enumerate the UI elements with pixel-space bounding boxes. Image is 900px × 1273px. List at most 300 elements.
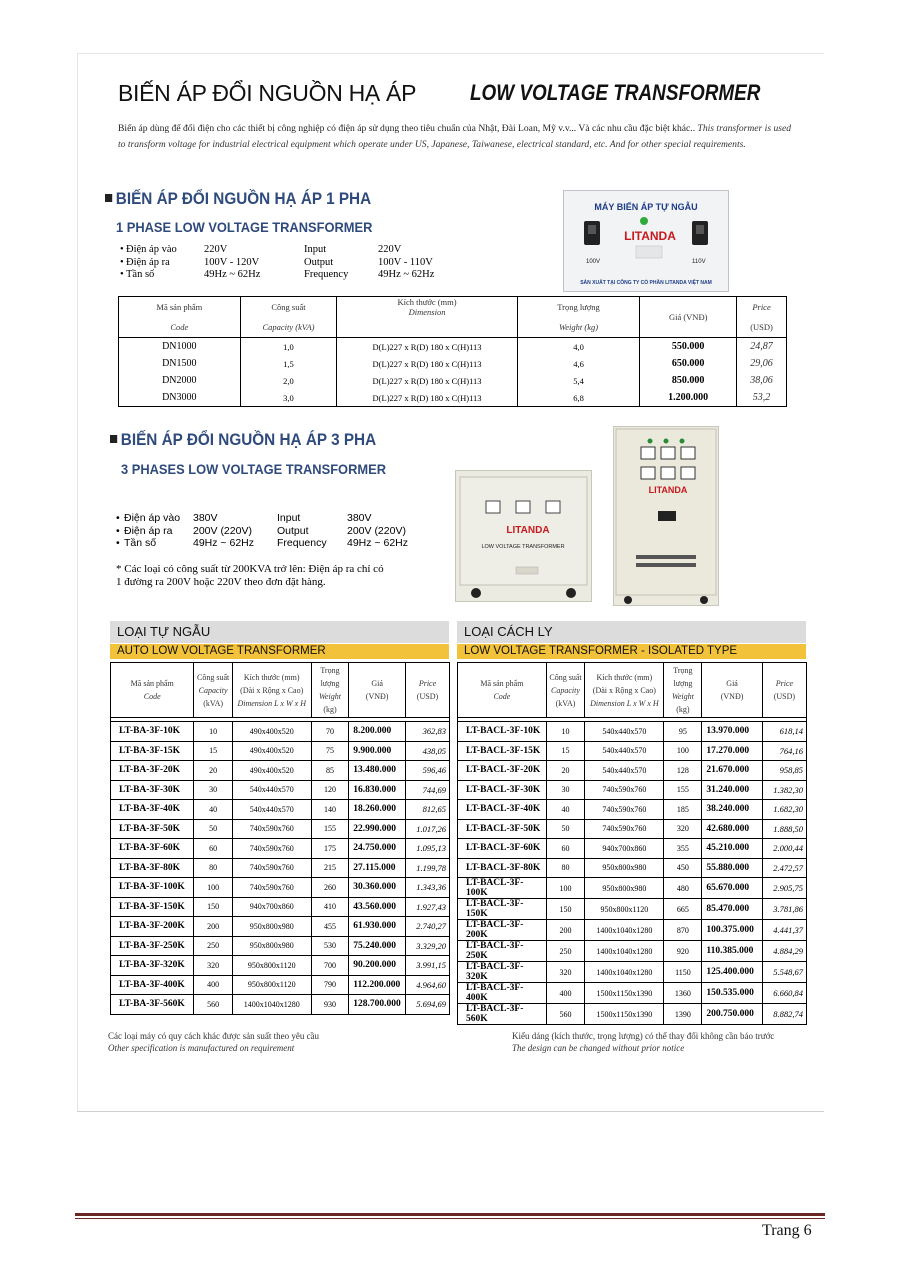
- cell-code: LT-BA-3F-150K: [111, 897, 194, 917]
- footer-note-right: [512, 1031, 774, 1054]
- auto-h-cap-vi: Công suất: [197, 672, 230, 682]
- cell-dimension: 950x800x980: [585, 858, 664, 878]
- auto-h-vnd-b: (VNĐ): [365, 692, 389, 701]
- cell-capacity: 250: [546, 941, 584, 962]
- cell-price-usd: 362,83: [405, 722, 449, 742]
- iso-h-cap-unit: (kVA): [555, 698, 576, 708]
- spec-1phase-value-vi: 49Hz ~ 62Hz: [204, 269, 261, 280]
- table-row: [458, 878, 807, 899]
- spec-3phase-value-vi: 49Hz ~ 62Hz: [193, 537, 254, 549]
- cell-capacity: 20: [546, 761, 584, 781]
- table-row: [458, 899, 807, 920]
- auto-h-cap-unit: (kVA): [203, 698, 224, 708]
- transformer-tall-cabinet-icon: [614, 427, 718, 605]
- t1-h-weight-vi: Trọng lượng: [517, 297, 640, 318]
- cell-price-vnd: 1.200.000: [640, 389, 737, 407]
- cell-capacity: 400: [546, 983, 584, 1004]
- cell-code: LT-BACL-3F-100K: [458, 878, 547, 899]
- auto-h-weight: [311, 663, 349, 718]
- cell-price-usd: 1.017,26: [405, 819, 449, 839]
- cell-price-vnd: 16.830.000: [349, 780, 406, 800]
- spec-1phase-label-en: Output: [304, 256, 334, 268]
- iso-h-code: [458, 663, 547, 718]
- cell-capacity: 15: [546, 741, 584, 761]
- intro-paragraph: [118, 121, 798, 153]
- iso-h-vnd: [702, 663, 762, 718]
- cell-price-vnd: 30.360.000: [349, 878, 406, 898]
- cell-price-vnd: 850.000: [640, 372, 737, 389]
- cell-dimension: 1500x1150x1390: [585, 983, 664, 1004]
- cell-weight: 175: [311, 839, 349, 859]
- cell-capacity: 10: [194, 722, 232, 742]
- cell-dimension: 490x400x520: [232, 741, 311, 761]
- spec-1phase-row: [118, 244, 438, 257]
- cell-code: LT-BA-3F-100K: [111, 878, 194, 898]
- auto-h-code-vi: Mã sản phẩm: [130, 679, 174, 688]
- cell-price-vnd: 650.000: [640, 355, 737, 372]
- cell-price-usd: 2.000,44: [762, 839, 806, 859]
- iso-h-dim-en: Dimension L x W x H: [590, 698, 659, 708]
- cell-price-vnd: 75.240.000: [349, 936, 406, 956]
- cell-price-usd: 38,06: [737, 372, 787, 389]
- cell-capacity: 200: [546, 920, 584, 941]
- cell-code: LT-BACL-3F-200K: [458, 920, 547, 941]
- iso-h-dim-vi: Kích thước (mm): [596, 672, 653, 682]
- cell-dimension: 540x440x570: [585, 722, 664, 742]
- footer-note-left-vi: Các loại máy có quy cách khác được sản suất theo yêu cầu: [108, 1031, 320, 1041]
- table-auto: [110, 662, 450, 1015]
- t1-h-code-vi: Mã sản phẩm: [119, 297, 241, 318]
- iso-h-cap-vi: Công suất: [549, 672, 582, 682]
- cell-weight: 920: [664, 941, 702, 962]
- cell-code: LT-BACL-3F-10K: [458, 722, 547, 742]
- cell-weight: 155: [664, 780, 702, 800]
- iso-h-cap: [546, 663, 584, 718]
- cell-dimension: 950x800x980: [585, 878, 664, 899]
- table-row: [458, 858, 807, 878]
- cell-dimension: 740x590x760: [232, 839, 311, 859]
- section-title-1phase-vi-text: BIẾN ÁP ĐỔI NGUỒN HẠ ÁP 1 PHA: [115, 189, 372, 208]
- cell-dimension: 940x700x860: [585, 839, 664, 859]
- table-row: [111, 839, 450, 859]
- cell-weight: 5,4: [517, 372, 640, 389]
- auto-h-vnd-a: Giá: [371, 679, 383, 688]
- cell-code: LT-BA-3F-30K: [111, 780, 194, 800]
- cell-weight: 790: [311, 975, 349, 995]
- table-row: [458, 780, 807, 800]
- cell-weight: 128: [664, 761, 702, 781]
- img1-banner: MÁY BIẾN ÁP TỰ NGẪU: [594, 202, 698, 212]
- spec-3phase-value-vi: 200V (220V): [193, 524, 252, 537]
- bullet-dot-icon: •: [120, 244, 124, 255]
- cell-capacity: 20: [194, 761, 232, 781]
- t1-h-dim: [337, 297, 517, 318]
- iso-h-cap-en: Capacity: [551, 685, 580, 695]
- auto-h-weight-unit: (kg): [323, 705, 337, 714]
- table-row: [111, 780, 450, 800]
- cell-price-usd: 3.991,15: [405, 956, 449, 976]
- cell-price-vnd: 17.270.000: [702, 741, 762, 761]
- cell-price-vnd: 24.750.000: [349, 839, 406, 859]
- cell-capacity: 60: [194, 839, 232, 859]
- cell-weight: 930: [311, 995, 349, 1015]
- cell-price-usd: 958,85: [762, 761, 806, 781]
- spec-3phase-label-en: Output: [277, 524, 309, 537]
- cell-weight: 1360: [664, 983, 702, 1004]
- cell-code: LT-BA-3F-400K: [111, 975, 194, 995]
- band-isolated-en: LOW VOLTAGE TRANSFORMER - ISOLATED TYPE: [457, 644, 806, 659]
- cell-capacity: 320: [194, 956, 232, 976]
- footer-note-right-en: The design can be changed without prior notice: [512, 1042, 685, 1053]
- cell-price-vnd: 110.385.000: [702, 941, 762, 962]
- cell-weight: 665: [664, 899, 702, 920]
- capacity-note: [116, 563, 384, 589]
- cell-weight: 215: [311, 858, 349, 878]
- cell-capacity: 560: [194, 995, 232, 1015]
- spec-list-3phase: [116, 512, 436, 550]
- table-row: [458, 983, 807, 1004]
- cell-price-vnd: 43.560.000: [349, 897, 406, 917]
- spec-3phase-label-en: Frequency: [277, 537, 327, 549]
- cell-dimension: 740x590x760: [232, 858, 311, 878]
- cell-code: DN1000: [119, 338, 241, 356]
- table-row: [111, 722, 450, 742]
- cell-price-vnd: 21.670.000: [702, 761, 762, 781]
- cell-weight: 120: [311, 780, 349, 800]
- cell-price-vnd: 200.750.000: [702, 1004, 762, 1025]
- spec-3phase-value-en: 49Hz ~ 62Hz: [347, 537, 408, 549]
- cell-capacity: 2,0: [240, 372, 337, 389]
- spec-3phase-row: [116, 512, 436, 525]
- table-row: [111, 936, 450, 956]
- t1-h-dim-en: Dimension: [408, 307, 446, 317]
- iso-h-dim-sub: (Dài x Rộng x Cao): [592, 685, 656, 695]
- t1-h-weight-en: Weight (kg): [558, 322, 599, 332]
- cell-price-usd: 29,06: [737, 355, 787, 372]
- cell-code: LT-BACL-3F-30K: [458, 780, 547, 800]
- spec-3phase-label-vi: Điện áp vào: [124, 512, 181, 524]
- cell-code: LT-BA-3F-250K: [111, 936, 194, 956]
- table-row: [111, 956, 450, 976]
- cell-price-vnd: 65.670.000: [702, 878, 762, 899]
- spec-3phase-label-en: Input: [277, 512, 301, 524]
- cell-price-vnd: 550.000: [640, 338, 737, 356]
- cell-code: DN2000: [119, 372, 241, 389]
- capacity-note-line2: 1 đường ra 200V hoặc 220V theo đơn đặt hàng.: [116, 576, 326, 588]
- iso-h-usd-a: Price: [775, 679, 794, 688]
- footer-rule: [75, 1213, 825, 1216]
- cell-capacity: 15: [194, 741, 232, 761]
- auto-h-usd: [405, 663, 449, 718]
- table-row: [458, 1004, 807, 1025]
- cell-price-usd: 744,69: [405, 780, 449, 800]
- capacity-note-line1: * Các loại có công suất từ 200KVA trở lên: Điện áp ra chỉ có: [116, 563, 384, 575]
- table-isolated: [457, 662, 807, 1025]
- cell-dimension: 950x800x980: [232, 936, 311, 956]
- table-row: [111, 917, 450, 937]
- spec-3phase-row: [116, 525, 436, 538]
- table-row: [119, 389, 787, 407]
- cell-price-vnd: 90.200.000: [349, 956, 406, 976]
- cell-code: LT-BACL-3F-20K: [458, 761, 547, 781]
- img2-brand: LITANDA: [506, 525, 550, 536]
- cell-price-vnd: 9.900.000: [349, 741, 406, 761]
- cell-weight: 70: [311, 722, 349, 742]
- cell-price-vnd: 13.480.000: [349, 761, 406, 781]
- cell-weight: 85: [311, 761, 349, 781]
- transformer-box-icon: [564, 191, 728, 291]
- img1-left-label: 100V: [586, 259, 601, 265]
- table-row: [458, 819, 807, 839]
- spec-1phase-label-en: Input: [304, 244, 327, 255]
- cell-dimension: 1400x1040x1280: [585, 941, 664, 962]
- table-row: [111, 897, 450, 917]
- cell-price-usd: 1.343,36: [405, 878, 449, 898]
- auto-h-usd-a: Price: [418, 679, 437, 688]
- cell-capacity: 150: [546, 899, 584, 920]
- cell-price-usd: 3.781,86: [762, 899, 806, 920]
- iso-h-weight-unit: (kg): [676, 705, 690, 714]
- cell-price-usd: 2.472,57: [762, 858, 806, 878]
- cell-dimension: 740x590x760: [232, 819, 311, 839]
- cell-capacity: 1,0: [240, 338, 337, 356]
- cell-capacity: 40: [546, 800, 584, 820]
- product-image-3phase-small: [455, 470, 592, 602]
- spec-1phase-value-en: 100V - 110V: [378, 256, 433, 268]
- cell-code: LT-BACL-3F-15K: [458, 741, 547, 761]
- section-title-3phase-en: 3 PHASES LOW VOLTAGE TRANSFORMER: [121, 461, 387, 477]
- iso-h-weight-en: Weight: [671, 692, 694, 701]
- cell-price-usd: 2.905,75: [762, 878, 806, 899]
- cell-dimension: 490x400x520: [232, 761, 311, 781]
- spec-3phase-value-vi: 380V: [193, 512, 218, 524]
- cell-weight: 6,8: [517, 389, 640, 407]
- cell-capacity: 320: [546, 962, 584, 983]
- img1-footer: SẢN XUẤT TẠI CÔNG TY CỔ PHẦN LITANDA VIỆT NAM: [580, 280, 712, 286]
- table-row: [111, 741, 450, 761]
- cell-weight: 530: [311, 936, 349, 956]
- iso-h-code-en: Code: [493, 692, 511, 701]
- bullet-dot-icon: •: [116, 537, 120, 549]
- cell-price-vnd: 42.680.000: [702, 819, 762, 839]
- auto-h-dim-vi: Kích thước (mm): [243, 672, 300, 682]
- cell-weight: 455: [311, 917, 349, 937]
- intro-en: This transformer is used to transform voltage for industrial electrical equipment which operate under US, Japanese, Taiwanese, electrical standard, etc. And for other special requirements.: [118, 123, 792, 150]
- spec-1phase-label-vi: Tần số: [126, 269, 155, 280]
- cell-code: LT-BACL-3F-400K: [458, 983, 547, 1004]
- cell-capacity: 30: [546, 780, 584, 800]
- auto-h-code-en: Code: [143, 692, 161, 701]
- cell-dimension: 1400x1040x1280: [585, 920, 664, 941]
- cell-weight: 355: [664, 839, 702, 859]
- cell-dimension: 540x440x570: [232, 780, 311, 800]
- cell-price-usd: 1.927,43: [405, 897, 449, 917]
- cell-price-vnd: 27.115.000: [349, 858, 406, 878]
- cell-code: LT-BA-3F-60K: [111, 839, 194, 859]
- cell-price-vnd: 125.400.000: [702, 962, 762, 983]
- cell-price-usd: 812,65: [405, 800, 449, 820]
- transformer-cabinet-icon: [456, 471, 591, 601]
- cell-dimension: 740x590x760: [585, 819, 664, 839]
- cell-capacity: 10: [546, 722, 584, 742]
- spec-3phase-row: [116, 537, 436, 550]
- cell-dimension: D(L)227 x R(D) 180 x C(H)113: [337, 338, 517, 356]
- cell-weight: 1150: [664, 962, 702, 983]
- cell-dimension: 950x800x1120: [585, 899, 664, 920]
- intro-vi: Biến áp dùng để đổi điện cho các thiết bị công nghiệp có điện áp sử dụng theo tiêu chuẩn của Nhật, Đài Loan, Mỹ v.v... Và các nhu cầu đặc biệt khác..: [118, 123, 696, 134]
- cell-dimension: 1400x1040x1280: [585, 962, 664, 983]
- cell-price-vnd: 13.970.000: [702, 722, 762, 742]
- cell-code: LT-BA-3F-560K: [111, 995, 194, 1015]
- cell-code: LT-BACL-3F-80K: [458, 858, 547, 878]
- section-title-1phase-en: 1 PHASE LOW VOLTAGE TRANSFORMER: [116, 219, 373, 235]
- table-row: [458, 800, 807, 820]
- t1-h-cap-en: Capacity (kVA): [262, 322, 315, 332]
- cell-code: LT-BA-3F-20K: [111, 761, 194, 781]
- bullet-dot-icon: •: [116, 524, 120, 537]
- t1-h-cap-vi: Công suất: [240, 297, 337, 318]
- spec-1phase-label-en: Frequency: [304, 269, 349, 280]
- table-row: [111, 761, 450, 781]
- spec-1phase-label-vi: Điện áp vào: [126, 244, 177, 255]
- cell-price-vnd: 128.700.000: [349, 995, 406, 1015]
- cell-dimension: 490x400x520: [232, 722, 311, 742]
- cell-weight: 480: [664, 878, 702, 899]
- band-auto-vi: LOẠI TỰ NGẪU: [110, 621, 449, 643]
- table-row: [458, 962, 807, 983]
- bullet-square-icon: [110, 435, 117, 443]
- cell-capacity: 250: [194, 936, 232, 956]
- cell-price-usd: 1.095,13: [405, 839, 449, 859]
- cell-weight: 75: [311, 741, 349, 761]
- cell-price-vnd: 61.930.000: [349, 917, 406, 937]
- bullet-dot-icon: •: [120, 256, 124, 268]
- t1-h-price-usd-a: Price: [752, 302, 771, 312]
- cell-code: DN3000: [119, 389, 241, 407]
- auto-h-vnd: [349, 663, 406, 718]
- cell-price-vnd: 112.200.000: [349, 975, 406, 995]
- section-title-1phase-vi: [105, 189, 371, 209]
- cell-price-usd: 1.888,50: [762, 819, 806, 839]
- cell-price-usd: 5.548,67: [762, 962, 806, 983]
- cell-price-vnd: 18.260.000: [349, 800, 406, 820]
- auto-h-dim-en: Dimension L x W x H: [237, 698, 306, 708]
- iso-h-code-vi: Mã sản phẩm: [480, 679, 524, 688]
- cell-price-usd: 53,2: [737, 389, 787, 407]
- spec-1phase-value-vi: 220V: [204, 244, 228, 255]
- page-title-en: LOW VOLTAGE TRANSFORMER: [470, 80, 761, 105]
- cell-price-vnd: 8.200.000: [349, 722, 406, 742]
- cell-price-usd: 618,14: [762, 722, 806, 742]
- cell-weight: 140: [311, 800, 349, 820]
- auto-h-cap-en: Capacity: [198, 685, 228, 695]
- cell-weight: 95: [664, 722, 702, 742]
- iso-h-usd: [762, 663, 806, 718]
- cell-capacity: 100: [546, 878, 584, 899]
- iso-h-weight-vi: Trọng lượng: [673, 666, 693, 688]
- cell-capacity: 40: [194, 800, 232, 820]
- spec-1phase-value-en: 220V: [378, 244, 402, 255]
- spec-1phase-row: [118, 269, 438, 282]
- img3-brand: LITANDA: [648, 485, 688, 495]
- cell-price-vnd: 38.240.000: [702, 800, 762, 820]
- cell-code: LT-BA-3F-80K: [111, 858, 194, 878]
- auto-h-cap: [194, 663, 232, 718]
- cell-dimension: 740x590x760: [232, 878, 311, 898]
- cell-weight: 320: [664, 819, 702, 839]
- band-isolated-vi: LOẠI CÁCH LY: [457, 621, 806, 643]
- img1-brand: LITANDA: [624, 229, 676, 243]
- cell-weight: 870: [664, 920, 702, 941]
- cell-weight: 4,0: [517, 338, 640, 356]
- cell-weight: 700: [311, 956, 349, 976]
- cell-price-usd: 596,46: [405, 761, 449, 781]
- table-row: [458, 761, 807, 781]
- cell-price-usd: 24,87: [737, 338, 787, 356]
- cell-dimension: 950x800x1120: [232, 975, 311, 995]
- cell-code: LT-BA-3F-320K: [111, 956, 194, 976]
- cell-price-vnd: 55.880.000: [702, 858, 762, 878]
- page-number: Trang 6: [762, 1222, 812, 1239]
- cell-dimension: D(L)227 x R(D) 180 x C(H)113: [337, 389, 517, 407]
- cell-price-usd: 3.329,20: [405, 936, 449, 956]
- cell-price-usd: 4.441,37: [762, 920, 806, 941]
- cell-code: LT-BA-3F-15K: [111, 741, 194, 761]
- section-title-3phase-vi: [110, 430, 376, 450]
- iso-h-usd-b: (USD): [773, 692, 796, 701]
- section-title-3phase-vi-text: BIẾN ÁP ĐỔI NGUỒN HẠ ÁP 3 PHA: [120, 430, 377, 449]
- cell-price-vnd: 85.470.000: [702, 899, 762, 920]
- footer-note-left: [108, 1031, 319, 1054]
- auto-h-weight-vi: Trọng lượng: [320, 666, 340, 688]
- cell-code: LT-BACL-3F-40K: [458, 800, 547, 820]
- spec-1phase-row: [118, 257, 438, 270]
- cell-code: LT-BACL-3F-250K: [458, 941, 547, 962]
- table-row: [111, 858, 450, 878]
- auto-h-dim-sub: (Dài x Rộng x Cao): [240, 685, 304, 695]
- img2-caption: LOW VOLTAGE TRANSFORMER: [481, 544, 565, 550]
- auto-h-usd-b: (USD): [416, 692, 439, 701]
- iso-h-vnd-a: Giá: [726, 679, 738, 688]
- cell-weight: 450: [664, 858, 702, 878]
- spec-list-1phase: [118, 244, 438, 282]
- cell-price-usd: 1.382,30: [762, 780, 806, 800]
- table-row: [458, 941, 807, 962]
- table-row: [119, 338, 787, 356]
- spec-3phase-value-en: 380V: [347, 512, 372, 524]
- page-title-vi: BIẾN ÁP ĐỔI NGUỒN HẠ ÁP: [118, 80, 417, 106]
- cell-code: LT-BA-3F-200K: [111, 917, 194, 937]
- cell-dimension: 540x440x570: [585, 761, 664, 781]
- cell-capacity: 30: [194, 780, 232, 800]
- cell-dimension: 1400x1040x1280: [232, 995, 311, 1015]
- table-row: [111, 819, 450, 839]
- cell-code: LT-BA-3F-10K: [111, 722, 194, 742]
- iso-h-weight: [664, 663, 702, 718]
- auto-h-code: [111, 663, 194, 718]
- cell-capacity: 3,0: [240, 389, 337, 407]
- cell-dimension: 950x800x980: [232, 917, 311, 937]
- cell-price-usd: 2.740,27: [405, 917, 449, 937]
- t1-h-price-usd-b: (USD): [737, 317, 787, 338]
- table-row: [119, 372, 787, 389]
- spec-3phase-label-vi: Điện áp ra: [124, 524, 173, 537]
- cell-code: LT-BACL-3F-150K: [458, 899, 547, 920]
- spec-1phase-label-vi: Điện áp ra: [126, 256, 170, 268]
- img1-right-label: 110V: [692, 259, 706, 265]
- cell-price-usd: 6.660,84: [762, 983, 806, 1004]
- footer-note-left-en: Other specification is manufactured on requirement: [108, 1042, 295, 1053]
